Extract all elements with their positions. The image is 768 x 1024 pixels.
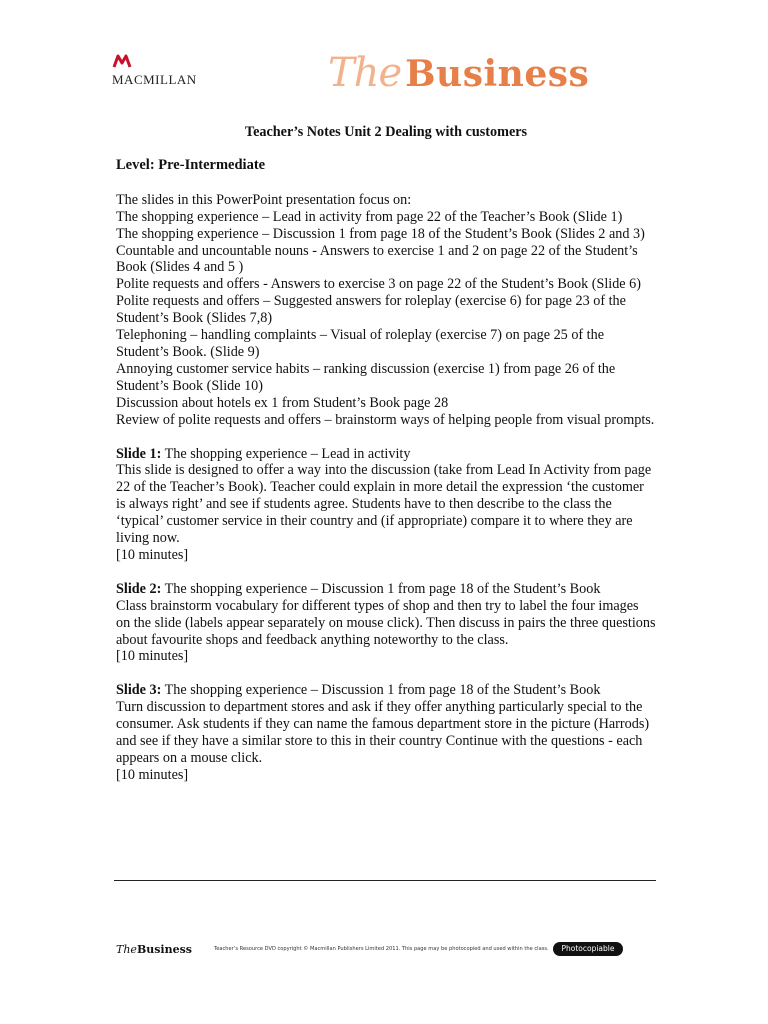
slide-body: Class brainstorm vocabulary for different types of shop and then try to label the four images on the slide (labels appear separately on mouse click). Then discuss in pairs the three questions about favourite shops and feedback anything noteworthy to the class. [116, 597, 656, 648]
document-body [116, 124, 656, 801]
page-title: Teacher’s Notes Unit 2 Dealing with customers [244, 124, 528, 140]
slide-heading [116, 581, 656, 598]
slide-label: Slide 3: [116, 682, 162, 699]
slide-title: The shopping experience – Lead in activity [161, 445, 411, 462]
page-header [112, 44, 652, 104]
intro-line: Polite requests and offers – Suggested answers for roleplay (exercise 6) for page 23 of the Student’s Book (Slides 7,8) [116, 293, 626, 327]
intro-line: Polite requests and offers - Answers to exercise 3 on page 22 of the Student’s Book (Slide 6) [116, 276, 641, 293]
slide-title: The shopping experience – Discussion 1 from page 18 of the Student’s Book [161, 580, 601, 597]
publisher-name: MACMILLAN [112, 72, 197, 87]
intro-line: Discussion about hotels ex 1 from Student’s Book page 28 [116, 394, 449, 411]
intro-line: Countable and uncountable nouns - Answers to exercise 1 and 2 on page 22 of the Student’s Book (Slides 4 and 5 ) [116, 242, 638, 276]
brand-the: The [328, 50, 402, 96]
brand-business: Business [405, 53, 590, 95]
intro-line: The shopping experience – Discussion 1 from page 18 of the Student’s Book (Slides 2 and 3) [116, 225, 645, 242]
slide-body: Turn discussion to department stores and ask if they offer anything particularly special to the consumer. Ask students if they can name the famous department store in the picture (Harrods) and see if they have a similar store to this in their country Continue with the questions - each appears on a mouse click. [116, 699, 650, 766]
the-business-logo [328, 50, 589, 96]
slide-title: The shopping experience – Discussion 1 from page 18 of the Student’s Book [161, 682, 601, 699]
slide-1-notes [116, 446, 656, 564]
copyright-note: Teacher’s Resource DVD copyright © Macmillan Publishers Limited 2011. This page may be photocopied and used within the class. [214, 946, 549, 952]
intro-line: Telephoning – handling complaints – Visual of roleplay (exercise 7) on page 25 of the Student’s Book. (Slide 9) [116, 327, 605, 360]
slide-time: [10 minutes] [116, 766, 189, 783]
intro-list [116, 192, 656, 429]
slide-body: This slide is designed to offer a way into the discussion (take from Lead In Activity from page 22 of the Teacher’s Book). Teacher could explain in more detail the expression ‘the customer is always right’ and see if students agree. Students have to then describe to the class the ‘typical’ customer service in their country and (if appropriate) compare it to where they are living now. [116, 462, 652, 547]
slide-time: [10 minutes] [116, 648, 189, 665]
footer-divider [114, 880, 656, 881]
intro-line: The slides in this PowerPoint presentation focus on: [116, 191, 412, 208]
photocopiable-badge: Photocopiable [553, 942, 623, 956]
macmillan-logo [112, 52, 212, 88]
slide-3-notes [116, 682, 656, 783]
footer-brand-the: The [116, 943, 137, 956]
intro-line: Annoying customer service habits – ranking discussion (exercise 1) from page 26 of the Student’s Book (Slide 10) [116, 360, 616, 394]
slide-heading [116, 682, 656, 699]
slide-time: [10 minutes] [116, 546, 189, 563]
footer-brand-business: Business [136, 943, 192, 956]
macmillan-mark-icon [112, 54, 132, 68]
slide-2-notes [116, 581, 656, 666]
intro-line: The shopping experience – Lead in activity from page 22 of the Teacher’s Book (Slide 1) [116, 208, 623, 225]
slide-heading [116, 446, 656, 463]
slide-label: Slide 1: [116, 445, 162, 462]
page-footer [116, 942, 656, 962]
level-heading: Level: Pre-Intermediate [116, 156, 266, 173]
intro-line: Review of polite requests and offers – brainstorm ways of helping people from visual prompts. [116, 411, 655, 428]
footer-brand-logo [116, 943, 192, 956]
slide-label: Slide 2: [116, 580, 162, 597]
